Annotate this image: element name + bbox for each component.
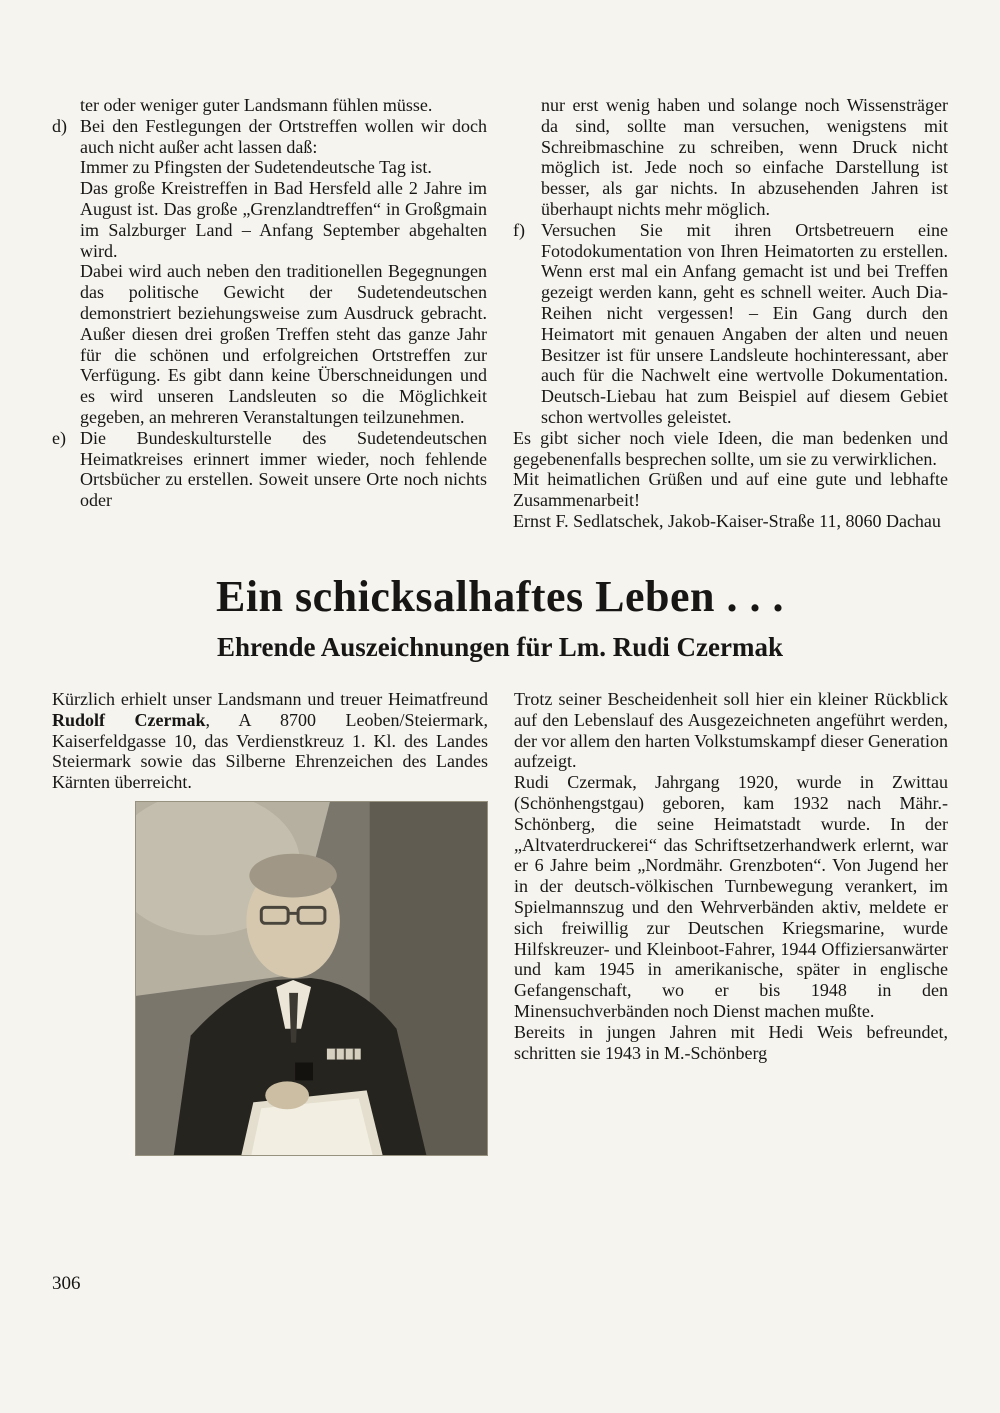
top-left-column: [52, 95, 487, 532]
paragraph: Bei den Festlegungen der Ortstreffen wollen wir doch auch nicht außer acht lassen daß:: [80, 115, 487, 157]
intro-text-before: Kürzlich erhielt unser Landsmann und treuer Heimatfreund: [52, 688, 488, 709]
portrait-photo-graphic: [136, 802, 487, 1155]
list-item-e-body: [80, 428, 487, 511]
list-item-f: [513, 220, 948, 428]
continuation-paragraph: ter oder weniger guter Landsmann fühlen müsse.: [80, 95, 433, 115]
list-item-e-marker: e): [52, 427, 66, 448]
list-item-f-marker: f): [513, 219, 525, 240]
list-item-d: [52, 116, 487, 428]
paragraph: Trotz seiner Bescheidenheit soll hier ein kleiner Rückblick auf den Lebenslauf des Ausgezeichneten angeführt werden, der vor allem den harten Volkstumskampf dieser Generation aufzeigt.: [514, 688, 948, 772]
article-body-section: [52, 689, 948, 1156]
portrait-photo-rudi-czermak: [135, 801, 488, 1156]
top-right-column: [513, 95, 948, 532]
closing-paragraph: Mit heimatlichen Grüßen und auf eine gute und lebhafte Zusammenarbeit!: [513, 469, 948, 511]
article-title: Ein schicksalhaftes Leben . . .: [215, 571, 784, 621]
top-text-section: [52, 95, 948, 532]
continuation-paragraph: nur erst wenig haben und solange noch Wissensträger da sind, sollte man versuchen, wenigstens mit Schreibmaschine zu schreiben, wenn Druck nicht möglich ist. Jede noch so einfache Darstellung ist besser, als gar nichts. In abzusehenden Jahren ist überhaupt nichts mehr möglich.: [541, 95, 948, 219]
paragraph: Bereits in jungen Jahren mit Hedi Weis befreundet, schritten sie 1943 in M.-Schönberg: [514, 1021, 948, 1063]
paragraph: Das große Kreistreffen in Bad Hersfeld alle 2 Jahre im August ist. Das große „Grenzlandtreffen“ in Großgmain im Salzburger Land – Anfang September abgehalten wird.: [80, 178, 487, 261]
article-header: [52, 571, 948, 663]
list-item-f-body: [541, 220, 948, 428]
list-item-d-marker: d): [52, 115, 67, 136]
paragraph: Rudi Czermak, Jahrgang 1920, wurde in Zwittau (Schönhengstgau) geboren, kam 1932 nach Mähr.-Schönberg, die seine Heimatstadt wurde. In der „Altvaterdruckerei“ das Schriftsetzerhandwerk erlernt, war er 6 Jahre beim „Nordmähr. Grenzboten“. Von Jugend her in der deutsch-völkischen Turnbewegung verankert, im Spielmannszug und den Wehrverbänden aktiv, meldete er sich freiwillig zur Deutschen Kriegsmarine, wurde Hilfskreuzer- und Kleinboot-Fahrer, 1944 Offiziersanwärter und kam 1945 in amerikanische, später in englische Gefangenschaft, wo er bis 1948 in den Minensuchverbänden noch Dienst machen mußte.: [514, 772, 948, 1021]
article-intro-paragraph: [52, 689, 488, 793]
signature-line: Ernst F. Sedlatschek, Jakob-Kaiser-Straße 11, 8060 Dachau: [513, 510, 941, 531]
paragraph: Die Bundeskulturstelle des Sudetendeutschen Heimatkreises erinnert immer wieder, noch fehlende Ortsbücher zu erstellen. Soweit unsere Orte noch nichts oder: [80, 427, 487, 511]
list-item-e: [52, 428, 487, 511]
paragraph: Immer zu Pfingsten der Sudetendeutsche Tag ist.: [80, 157, 432, 178]
article-subtitle: Ehrende Auszeichnungen für Lm. Rudi Czermak: [216, 631, 784, 662]
paragraph: Versuchen Sie mit ihren Ortsbetreuern eine Fotodokumentation von Ihren Heimatorten zu erstellen. Wenn erst mal ein Anfang gemacht ist und bei Treffen gezeigt werden kann, geht es schnell weiter. Auch Dia-Reihen nicht vergessen! – Ein Gang durch den Heimatort mit genauen Angaben der alten und neuen Besitzer ist für unsere Landsleute hochinteressant, aber auch für die Nachwelt eine wertvolle Dokumentation. Deutsch-Liebau hat zum Beispiel auf diesem Gebiet schon wertvolles geleistet.: [541, 219, 948, 427]
page-number: 306: [52, 1273, 81, 1294]
article-left-column: [52, 689, 488, 1156]
closing-paragraph: Es gibt sicher noch viele Ideen, die man bedenken und gegebenenfalls besprechen sollte, um sie zu verwirklichen.: [513, 427, 948, 469]
list-item-d-body: [80, 116, 487, 428]
person-name: Rudolf Czermak: [52, 709, 206, 730]
intro-text-after: , A 8700 Leoben/Steiermark, Kaiserfeldgasse 10, das Verdienstkreuz 1. Kl. des Landes Steiermark sowie das Silberne Ehrenzeichen des Landes Kärnten überreicht.: [52, 709, 488, 793]
article-right-column: [514, 689, 948, 1156]
paragraph: Dabei wird auch neben den traditionellen Begegnungen das politische Gewicht der Sudetendeutschen demonstriert beziehungsweise zum Ausdruck gebracht. Außer diesen drei großen Treffen steht das ganze Jahr für die schönen und erfolgreichen Ortstreffen zur Verfügung. Es gibt dann keine Überschneidungen und es wird unseren Landsleuten so die Möglichkeit gegeben, an mehreren Veranstaltungen teilzunehmen.: [80, 261, 487, 427]
